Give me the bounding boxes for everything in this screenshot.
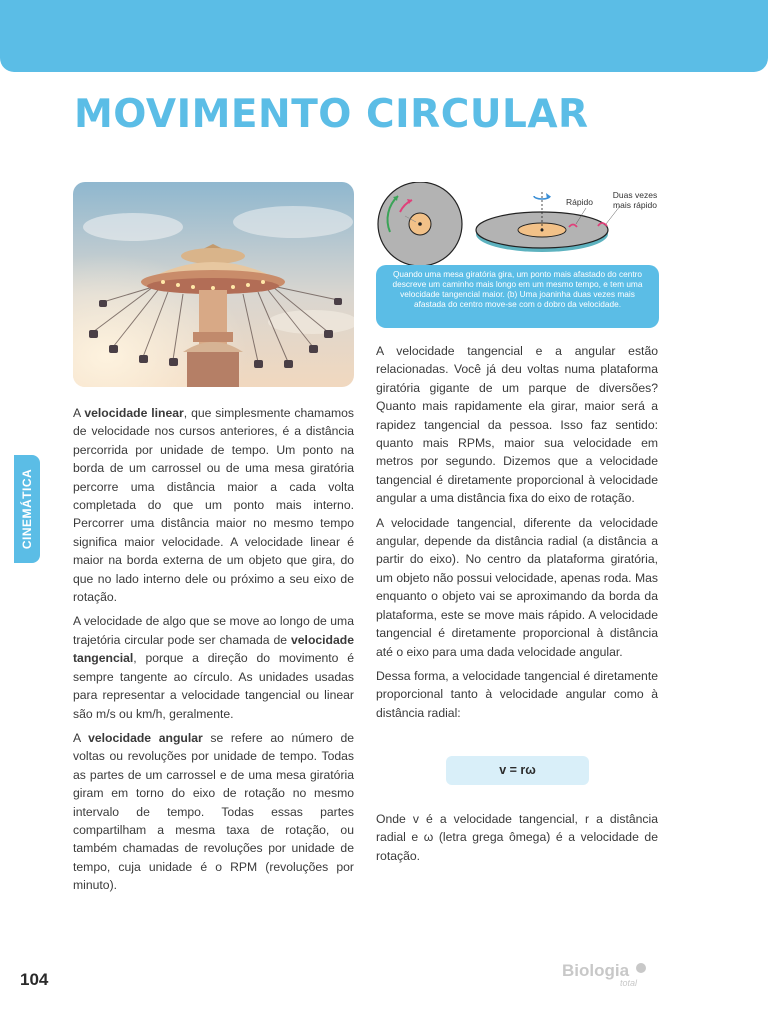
carousel-illustration xyxy=(73,182,354,387)
carousel-photo xyxy=(73,182,354,387)
term-linear-velocity: velocidade linear xyxy=(84,406,184,420)
figure-caption: Quando uma mesa giratória gira, um ponto mais afastado do centro descreve um caminho mais longo em um mesmo tempo, e tem uma velocidade tangencial maior. (b) Uma joaninha duas vezes mais afastada do centro move-se com o dobro da velocidade. xyxy=(376,265,659,328)
page-title: MOVIMENTO CIRCULAR xyxy=(74,92,589,137)
right-column xyxy=(376,342,658,728)
paragraph-radial-distance: A velocidade tangencial, diferente da velocidade angular, depende da distância radial (a distância a partir do eixo). No centro da plataforma giratória, um objeto não possui velocidade, apenas roda. Mas enquanto o objeto vai se aproximando da borda da plataforma, este se move mais rápido. A velocidade tangencial é diretamente proporcional à distância até o eixo para uma dada velocidade angular. xyxy=(376,515,658,659)
brand-logo-sub: total xyxy=(620,978,638,988)
header-band xyxy=(0,0,768,72)
left-column xyxy=(73,404,354,901)
brand-logo: Biologia xyxy=(562,961,630,980)
paragraph-angular-velocity: A velocidade angular se refere ao número de voltas ou revoluções por unidade de tempo. Todas as partes de um carrossel e de uma mesa giratória giram em torno do eixo de rotação no mesmo intervalo de tempo. Todas essas partes compartilham a mesma taxa de rotação, ou também chamadas de revoluções por unidade de tempo, cuja unidade é o RPM (revoluções por minuto). xyxy=(73,730,355,893)
paragraph-linear-velocity: A velocidade linear, que simplesmente chamamos de velocidade nos cursos anteriores, é a distância percorrida por unidade de tempo. Um ponto na borda de um carrossel ou de uma mesa giratória percorre uma distância maior a cada volta completada do que um ponto mais interno. Percorrer uma distância maior no mesmo tempo significa maior velocidade. A velocidade linear é maior na borda externa de um objeto que gira, do que no lado interno dele ou próximo a seu eixo de rotação. xyxy=(73,406,354,605)
paragraph-tangential-velocity: A velocidade de algo que se move ao longo de uma trajetória circular pode ser chamada de velocidade tangencial, porque a direção do movimento é sempre tangente ao círculo. As unidades usadas para representar a velocidade tangencial ou linear são m/s ou km/h, geralmente. xyxy=(73,614,354,721)
brand-mark-icon xyxy=(636,963,646,973)
label-double-speed: Duas vezes mais rápido xyxy=(612,190,658,210)
section-tab-label: CINEMÁTICA xyxy=(20,468,34,550)
paragraph-relation: A velocidade tangencial e a angular estão relacionadas. Você já deu voltas numa plataforma giratória gigante de um parque de diversões? Quanto mais rapidamente ela girar, maior será a rapidez tangencial da pessoa. Isso faz sentido: quanto mais RPMs, maior sua velocidade em metros por segundo. Dizemos que a velocidade tangencial é diretamente proporcional à velocidade angular a uma distância fixa do eixo de rotação. xyxy=(376,344,658,506)
label-fast: Rápido xyxy=(566,197,593,207)
paragraph-formula-explanation: Onde v é a velocidade tangencial, r a distância radial e ω (letra grega ômega) é a velocidade de rotação. xyxy=(376,812,658,863)
section-tab xyxy=(14,455,40,563)
turntable-diagram xyxy=(376,182,659,267)
paragraph-proportional: Dessa forma, a velocidade tangencial é diretamente proporcional tanto à velocidade angular como à distância radial: xyxy=(376,668,658,720)
term-tangential-velocity: velocidade tangencial xyxy=(73,632,354,666)
formula-box: v = rω xyxy=(446,756,589,785)
term-angular-velocity: velocidade angular xyxy=(88,730,203,745)
page-number: 104 xyxy=(20,970,49,989)
